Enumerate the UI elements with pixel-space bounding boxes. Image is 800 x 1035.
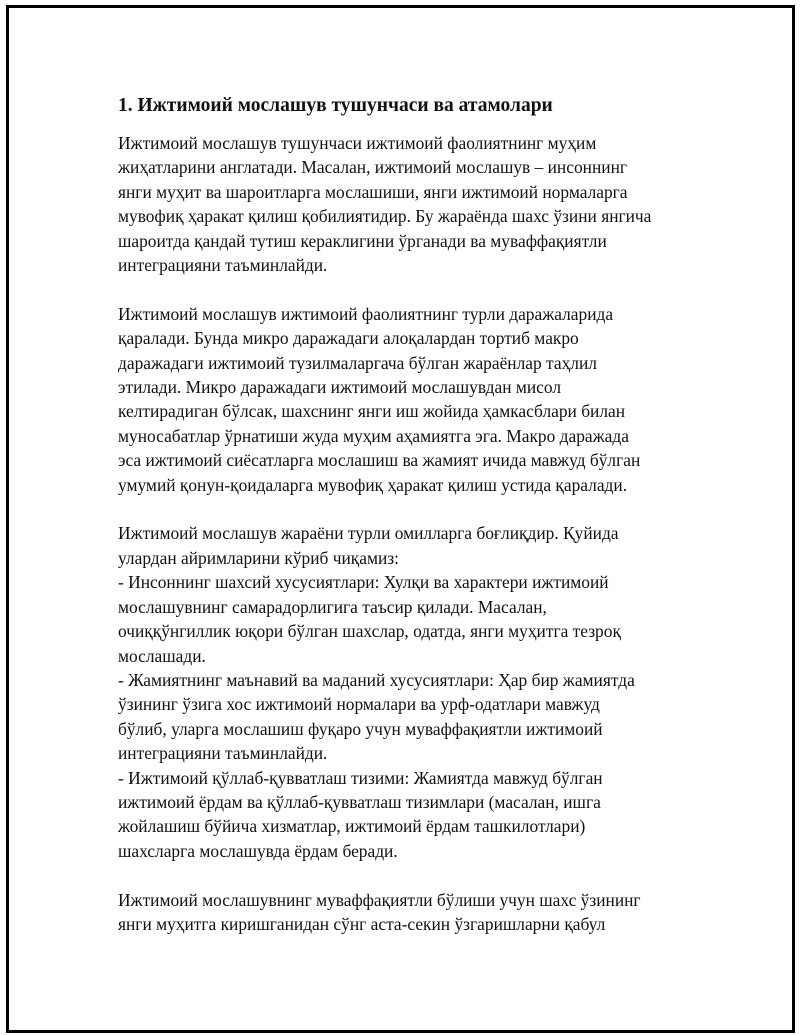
text-line: очиққўнгиллик юқори бўлган шахслар, одатда, янги муҳитга тезроқ (118, 621, 621, 642)
text-line: жиҳатларини англатади. Масалан, ижтимоий мослашув – инсоннинг (118, 157, 628, 178)
text-line: даражадаги ижтимоий тузилмаларгача бўлган жараёнлар таҳлил (118, 352, 597, 373)
text-line: Ижтимоий мослашув жараёни турли омилларга боғлиқдир. Қуйида (118, 523, 619, 544)
text-line: мослашади. (118, 645, 206, 666)
text-line: улардан айримларини кўриб чиқамиз: (118, 547, 399, 568)
text-line: муносабатлар ўрнатиши жуда муҳим аҳамиятга эга. Макро даражада (118, 425, 629, 446)
text-line: - Ижтимоий қўллаб-қувватлаш тизими: Жамиятда мавжуд бўлган (118, 767, 603, 788)
paragraph (118, 521, 718, 863)
paragraph (118, 131, 718, 277)
text-line: этилади. Микро даражадаги ижтимоий мослашувдан мисол (118, 377, 562, 398)
text-line: мувофиқ ҳаракат қилиш қобилиятидир. Бу жараёнда шахс ўзини янгича (118, 206, 652, 227)
text-line: интеграцияни таъминлайди. (118, 255, 328, 276)
text-line: Ижтимоий мослашув тушунчаси ижтимоий фаолиятнинг муҳим (118, 133, 597, 153)
text-line: шароитда қандай тутиш кераклигини ўрганади ва муваффақиятли (118, 230, 607, 251)
text-line: ижтимоий ёрдам ва қўллаб-қувватлаш тизимлари (масалан, ишга (118, 791, 601, 812)
text-line: янги муҳит ва шароитларга мослашиши, янги ижтимоий нормаларга (118, 181, 628, 202)
text-line: интеграцияни таъминлайди. (118, 743, 328, 764)
text-line: ўзининг ўзига хос ижтимоий нормалари ва урф-одатлари мавжуд (118, 694, 600, 715)
text-line: жойлашиш бўйича хизматлар, ижтимоий ёрдам ташкилотлари) (118, 816, 586, 837)
paragraph (118, 302, 718, 497)
text-line: бўлиб, уларга мослашиш фуқаро учун муваффақиятли ижтимоий (118, 718, 603, 739)
text-line: - Инсоннинг шахсий хусусиятлари: Хулқи ва характери ижтимоий (118, 572, 609, 593)
text-line: умумий қонун-қоидаларга мувофиқ ҳаракат қилиш устида қаралади. (118, 474, 628, 495)
document-body (118, 92, 718, 961)
paragraphs-container (118, 131, 718, 936)
paragraph (118, 888, 718, 937)
section-heading: 1. Ижтимоий мослашув тушунчаси ва атамолари (118, 95, 553, 116)
text-line: - Жамиятнинг маънавий ва маданий хусусиятлари: Ҳар бир жамиятда (118, 669, 635, 690)
text-line: келтирадиган бўлсак, шахснинг янги иш жойида ҳамкасблари билан (118, 401, 626, 422)
text-line: қаралади. Бунда микро даражадаги алоқалардан тортиб макро (118, 328, 579, 349)
text-line: Ижтимоий мослашув ижтимоий фаолиятнинг турли даражаларида (118, 303, 614, 324)
text-line: Ижтимоий мослашувнинг муваффақиятли бўлиши учун шахс ўзининг (118, 889, 641, 910)
text-line: янги муҳитга киришганидан сўнг аста-секин ўзгаришларни қабул (118, 913, 606, 934)
text-line: шахсларга мослашувда ёрдам беради. (118, 840, 398, 861)
text-line: эса ижтимоий сиёсатларга мослашиш ва жамият ичида мавжуд бўлган (118, 450, 641, 471)
text-line: мослашувнинг самарадорлигига таъсир қилади. Масалан, (118, 596, 547, 617)
